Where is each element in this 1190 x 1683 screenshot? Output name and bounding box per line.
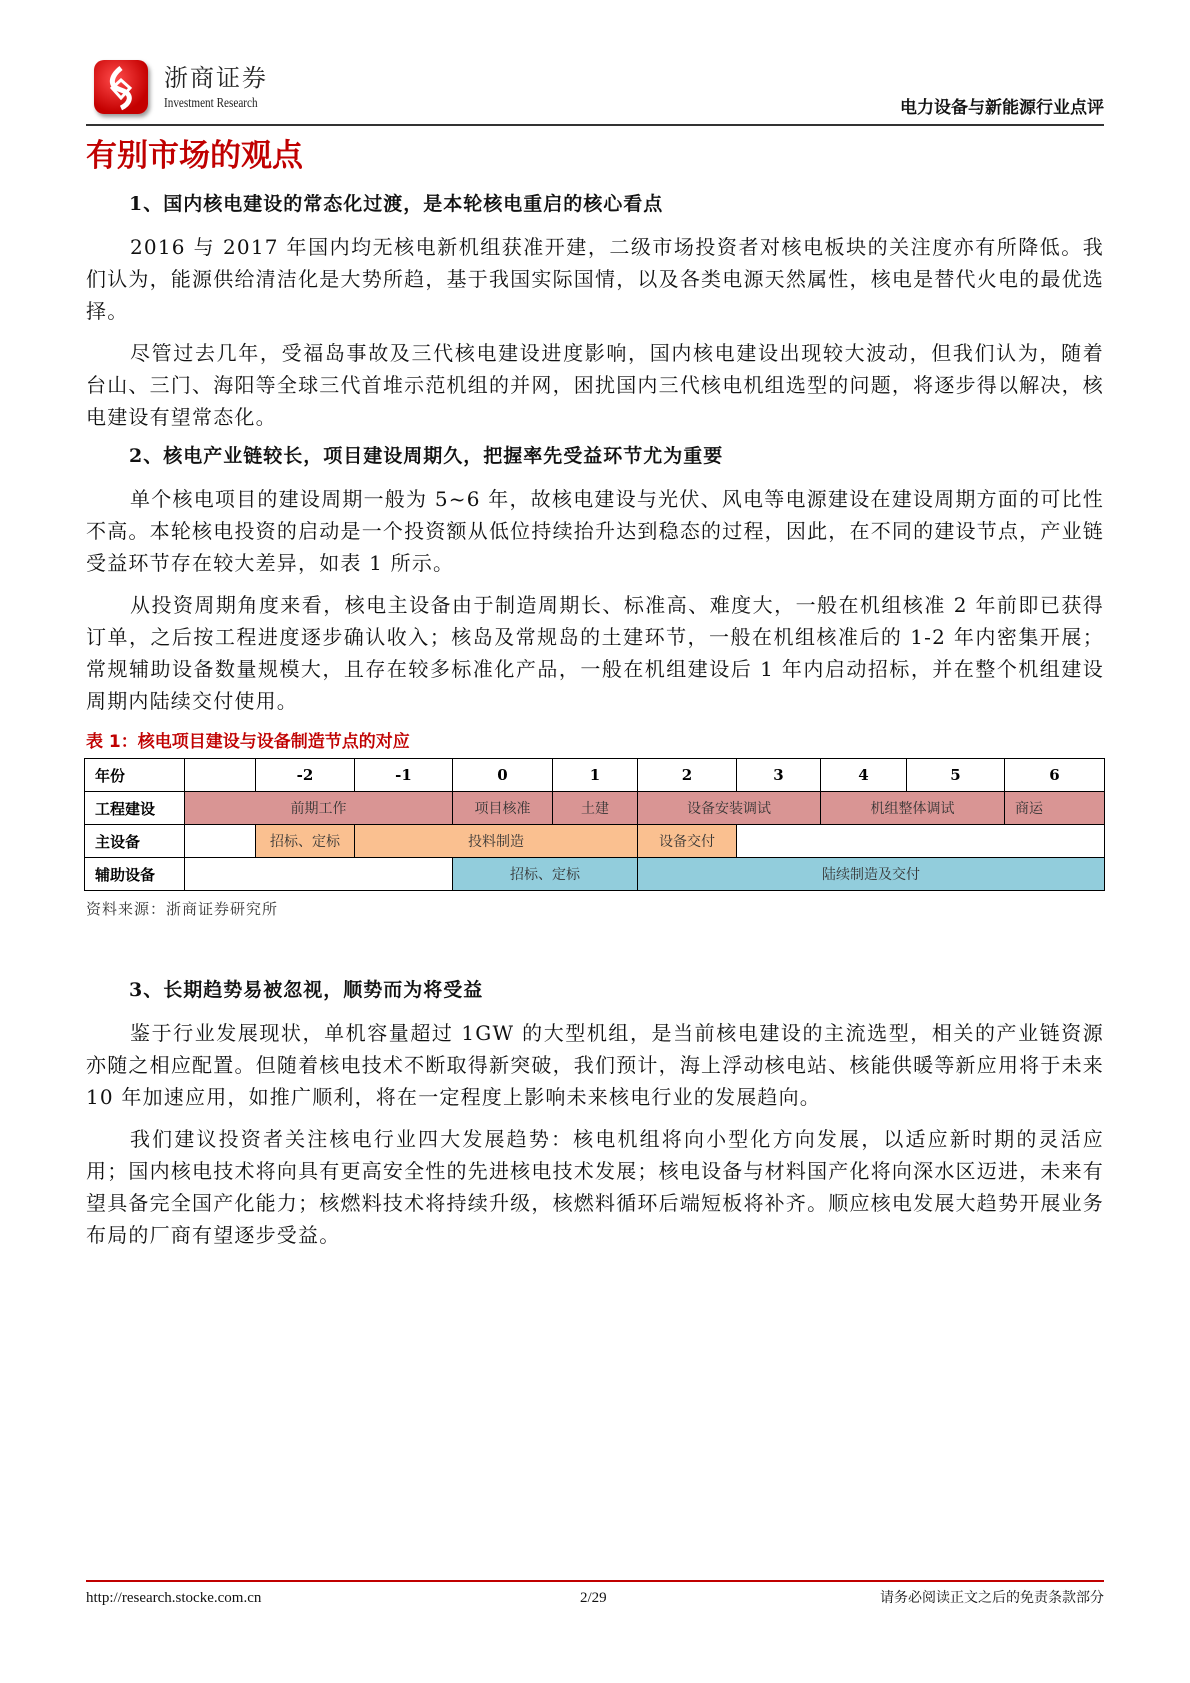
- paragraph: 我们建议投资者关注核电行业四大发展趋势：核电机组将向小型化方向发展，以适应新时期的灵活应用；国内核电技术将向具有更高安全性的先进核电技术发展；核电设备与材料国产化将向深水区迈进，未来有望具备完全国产化能力；核燃料技术将持续升级，核燃料循环后端短板将补齐。顺应核电发展大趋势开展业务布局的厂商有望逐步受益。: [86, 1127, 1104, 1247]
- table-row-main-equipment: [85, 825, 1105, 858]
- logo-chinese-name: 浙商证券: [164, 64, 268, 92]
- table-caption: 表 1：核电项目建设与设备制造节点的对应: [86, 732, 410, 752]
- row-label: 辅助设备: [85, 858, 185, 891]
- report-body: [86, 188, 1104, 1261]
- section-heading-1: 1、国内核电建设的常态化过渡，是本轮核电重启的核心看点: [129, 193, 664, 215]
- row-label: 主设备: [85, 825, 185, 858]
- phase-cell: 机组整体调试: [821, 792, 1005, 825]
- year-cell: 2: [638, 759, 737, 792]
- table-row-year: [85, 759, 1105, 792]
- year-cell: 3: [737, 759, 821, 792]
- year-cell: -1: [355, 759, 453, 792]
- report-type: 电力设备与新能源行业点评: [900, 98, 1104, 118]
- phase-cell: 前期工作: [185, 792, 453, 825]
- company-logo-icon: [94, 60, 148, 114]
- footer-disclaimer: 请务必阅读正文之后的免责条款部分: [880, 1590, 1104, 1606]
- section-heading-2: 2、核电产业链较长，项目建设周期久，把握率先受益环节尤为重要: [129, 445, 724, 467]
- footer-url[interactable]: http://research.stocke.com.cn: [86, 1590, 262, 1606]
- paragraph: 2016 与 2017 年国内均无核电新机组获准开建，二级市场投资者对核电板块的关注度亦有所降低。我们认为，能源供给清洁化是大势所趋，基于我国实际国情，以及各类电源天然属性，核电是替代火电的最优选择。: [86, 235, 1104, 323]
- phase-cell: 招标、定标: [256, 825, 355, 858]
- year-cell: 4: [821, 759, 907, 792]
- empty-cell: [185, 858, 453, 891]
- phase-cell: 设备安装调试: [638, 792, 821, 825]
- year-cell: 6: [1005, 759, 1105, 792]
- table-row-construction: [85, 792, 1105, 825]
- row-label: 年份: [85, 759, 185, 792]
- footer-divider: [86, 1580, 1104, 1582]
- phase-cell: 土建: [553, 792, 638, 825]
- page-number: 2/29: [580, 1590, 607, 1606]
- paragraph: 单个核电项目的建设周期一般为 5~6 年，故核电建设与光伏、风电等电源建设在建设周期方面的可比性不高。本轮核电投资的启动是一个投资额从低位持续抬升达到稳态的过程，因此，在不同的建设节点，产业链受益环节存在较大差异，如表 1 所示。: [86, 487, 1104, 575]
- empty-cell: [185, 825, 256, 858]
- paragraph: 从投资周期角度来看，核电主设备由于制造周期长、标准高、难度大，一般在机组核准 2 年前即已获得订单，之后按工程进度逐步确认收入；核岛及常规岛的土建环节，一般在机组核准后的 1-2 年内密集开展；常规辅助设备数量规模大，且存在较多标准化产品，一般在机组建设后 1 年内启动招标，并在整个机组建设周期内陆续交付使用。: [86, 593, 1104, 713]
- empty-cell: [737, 825, 1105, 858]
- table-row-aux-equipment: [85, 858, 1105, 891]
- header-divider: [86, 124, 1104, 126]
- section-heading-3: 3、长期趋势易被忽视，顺势而为将受益: [129, 979, 484, 1001]
- phase-cell: 项目核准: [453, 792, 553, 825]
- paragraph: 鉴于行业发展现状，单机容量超过 1GW 的大型机组，是当前核电建设的主流选型，相关的产业链资源亦随之相应配置。但随着核电技术不断取得新突破，我们预计，海上浮动核电站、核能供暖等新应用将于未来 10 年加速应用，如推广顺利，将在一定程度上影响未来核电行业的发展趋向。: [86, 1021, 1104, 1109]
- logo-english-name: Investment Research: [164, 96, 258, 111]
- year-cell: 5: [907, 759, 1005, 792]
- phase-cell: 商运: [1005, 792, 1105, 825]
- year-cell: -2: [256, 759, 355, 792]
- year-cell: 1: [553, 759, 638, 792]
- table-source: 资料来源：浙商证券研究所: [86, 900, 279, 918]
- phase-cell: 招标、定标: [453, 858, 638, 891]
- year-cell: 0: [453, 759, 553, 792]
- phase-cell: 投料制造: [355, 825, 638, 858]
- page-title: 有别市场的观点: [86, 138, 303, 174]
- schedule-table: [84, 758, 1105, 891]
- row-label: 工程建设: [85, 792, 185, 825]
- phase-cell: 陆续制造及交付: [638, 858, 1105, 891]
- phase-cell: 设备交付: [638, 825, 737, 858]
- year-cell-empty: [185, 759, 256, 792]
- paragraph: 尽管过去几年，受福岛事故及三代核电建设进度影响，国内核电建设出现较大波动，但我们认为，随着台山、三门、海阳等全球三代首堆示范机组的并网，困扰国内三代核电机组选型的问题，将逐步得以解决，核电建设有望常态化。: [86, 341, 1104, 429]
